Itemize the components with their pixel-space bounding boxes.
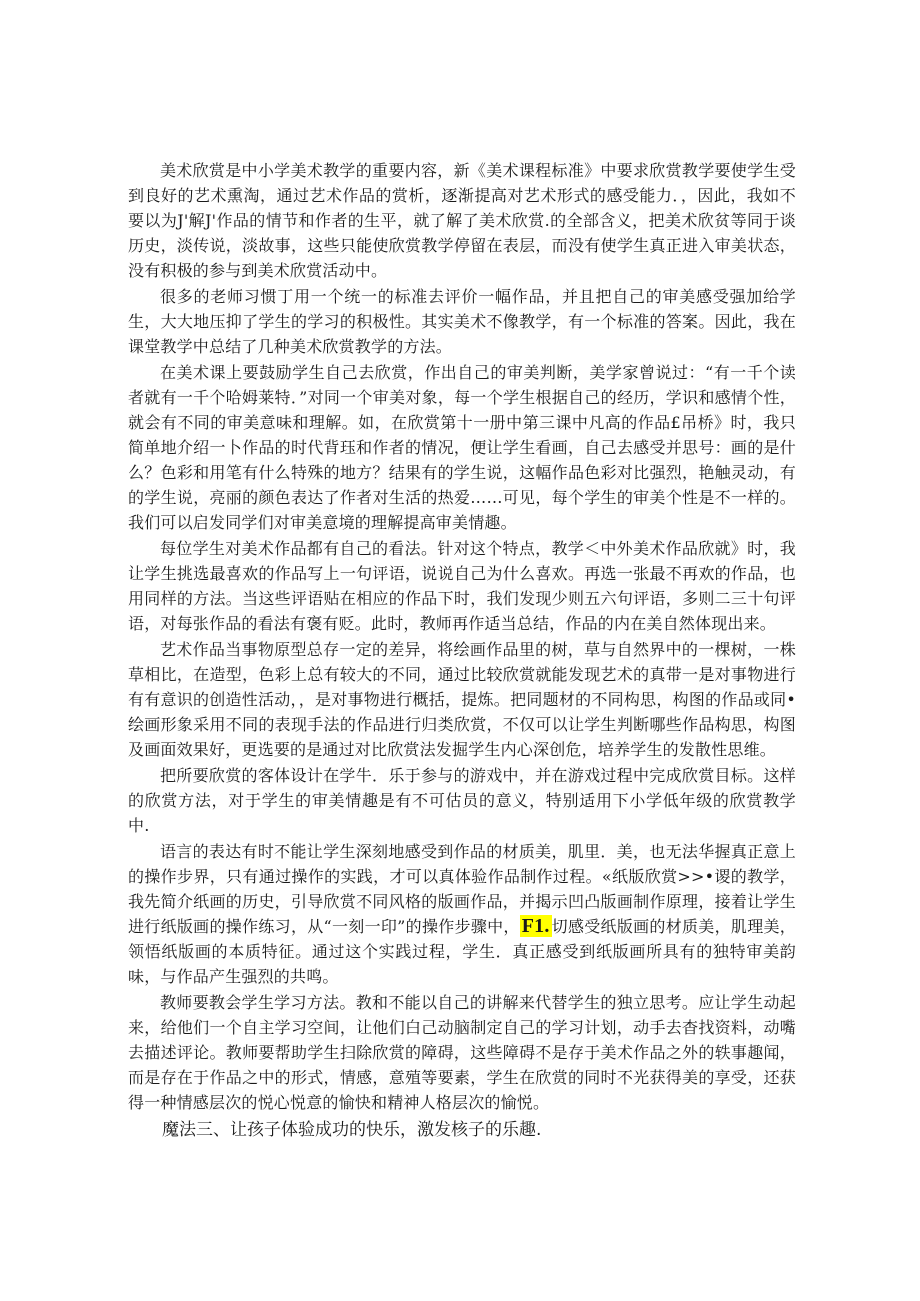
- paragraph-4: 每位学生对美术作品都有自己的看法。针对这个特点，教学＜中外美术作品欣就》时，我让学生挑选最喜欢的作品写上一句评语，说说自己为什么喜欢。再选一张最不再欢的作品，也用同样的方法。当这些评语贴在相应的作品下时，我们发现少则五六句评语，多则二三十句评语，对每张作品的看法有褒有贬。此时，教师再作适当总结，作品的内在美自然体现出来。: [128, 539, 796, 633]
- paragraph-8: 教师要教会学生学习方法。教和不能以自己的讲解来代替学生的独立思考。应让学生动起来，给他们一个自主学习空间，让他们白己动脑制定自己的学习计划，动手去杳找资料，动嘴去描述评论。教师要帮助学生扫除欣赏的障碍，这些障碍不是存于美术作品之外的轶事趣闻，而是存在于作品之中的形式，情感，意殖等要素，学生在欣赏的同时不光获得美的享受，还获得一种情感层次的悦心悦意的愉快和精神人格层次的愉悦。: [128, 993, 796, 1112]
- section-heading: 魔法三、让孩子体验成功的快乐，激发核子的乐趣.: [162, 1120, 542, 1140]
- paragraph-2: 很多的老师习惯丁用一个统一的标准去评价一幅作品，并且把自己的审美感受强加给学生，大大地压抑了学生的学习的积极性。其实美术不像教学，有一个标准的答案。因此，我在课堂教学中总结了几种美术欣赏教学的方法。: [128, 287, 796, 356]
- paragraph-3: 在美术课上要鼓励学生自己去欣赏，作出自己的审美判断，美学家曾说过：“有一千个读者就有一千个哈姆莱特．”对同一个审美对象，每一个学生根据自己的经历，学识和感情个性，就会有不同的审美意味和理解。如，在欣赏第十一册中第三课中凡高的作品£吊桥》时，我只简单地介绍一卜作品的时代背珏和作者的情况，便让学生看画，自己去感受并思号：画的是什么？色彩和用笔有什么特殊的地方？结果有的学生说，这幅作品色彩对比强烈，艳触灵动，有的学生说，亮丽的颜色表达了作者对生活的热爱……可见，每个学生的审美个性是不一样的。我们可以启发同学们对审美意境的理解提高审美情趣。: [128, 363, 796, 532]
- paragraph-7: [128, 839, 796, 989]
- highlighted-text: F1.: [521, 915, 550, 937]
- paragraph-1: 美术欣赏是中小学美术教学的重要内容，新《美术课程标准》中要求欣赏教学要使学生受到良好的艺术熏淘，通过艺术作品的赏析，逐渐提高对艺术形式的感受能力．，因此，我如不要以为J'解J'作品的情节和作者的生平，就了解了美术欣赏.的全部含义，把美术欣贫等同于谈历史，淡传说，淡故事，这些只能使欣赏教学停留在表层，而没有使学生真正进入审美状态，没有积极的参与到美术欣赏活动中。: [128, 161, 796, 280]
- document-body: [128, 158, 796, 1143]
- paragraph-7-text-after: 切感受纸版画的材质美，肌理美，领悟纸版画的本质特征。通过这个实践过程，学生．真正感受到纸版画所具有的独特审美韵味，与作品产生强烈的共鸣。: [128, 917, 796, 986]
- paragraph-6: 把所要欣赏的客体设计在学牛．乐于参与的游戏中，并在游戏过程中完成欣赏目标。这样的欣赏方法，对于学生的审美情趣是有不可估员的意义，特别适用下小学低年级的欣赏教学中.: [128, 766, 796, 835]
- paragraph-5: 艺术作品当事物原型总存一定的差异，将绘画作品里的树，草与自然界中的一棵树，一株草相比，在造型，色彩上总有较大的不同，通过比较欣赏就能发现艺术的真带一是对事物进行有有意识的创造性活动，，是对事物进行概括，提炼。把同题材的不同构思，构图的作品或同•绘画形象采用不同的表现手法的作品进行归类欣赏，不仅可以让学生判断哪些作品构思，构图及画面效果好，更选要的是通过对比欣赏法发掘学生内心深创危，培养学生的发散性思维。: [128, 640, 796, 759]
- paragraph-7-text-before: 语言的表达有时不能让学生深刻地感受到作品的材质美，肌里．美，也无法华握真正意上的操作步界，只有通过操作的实践，才可以真体验作品制作过程。«纸版欣赏>>•谡的教学，我先简介纸画的历史，引导欣赏不同风格的版画作品，并揭示凹凸版画制作原理，接着让学生进行纸版画的操作练习，从“一刻一印”的操作步骤中，: [128, 842, 796, 936]
